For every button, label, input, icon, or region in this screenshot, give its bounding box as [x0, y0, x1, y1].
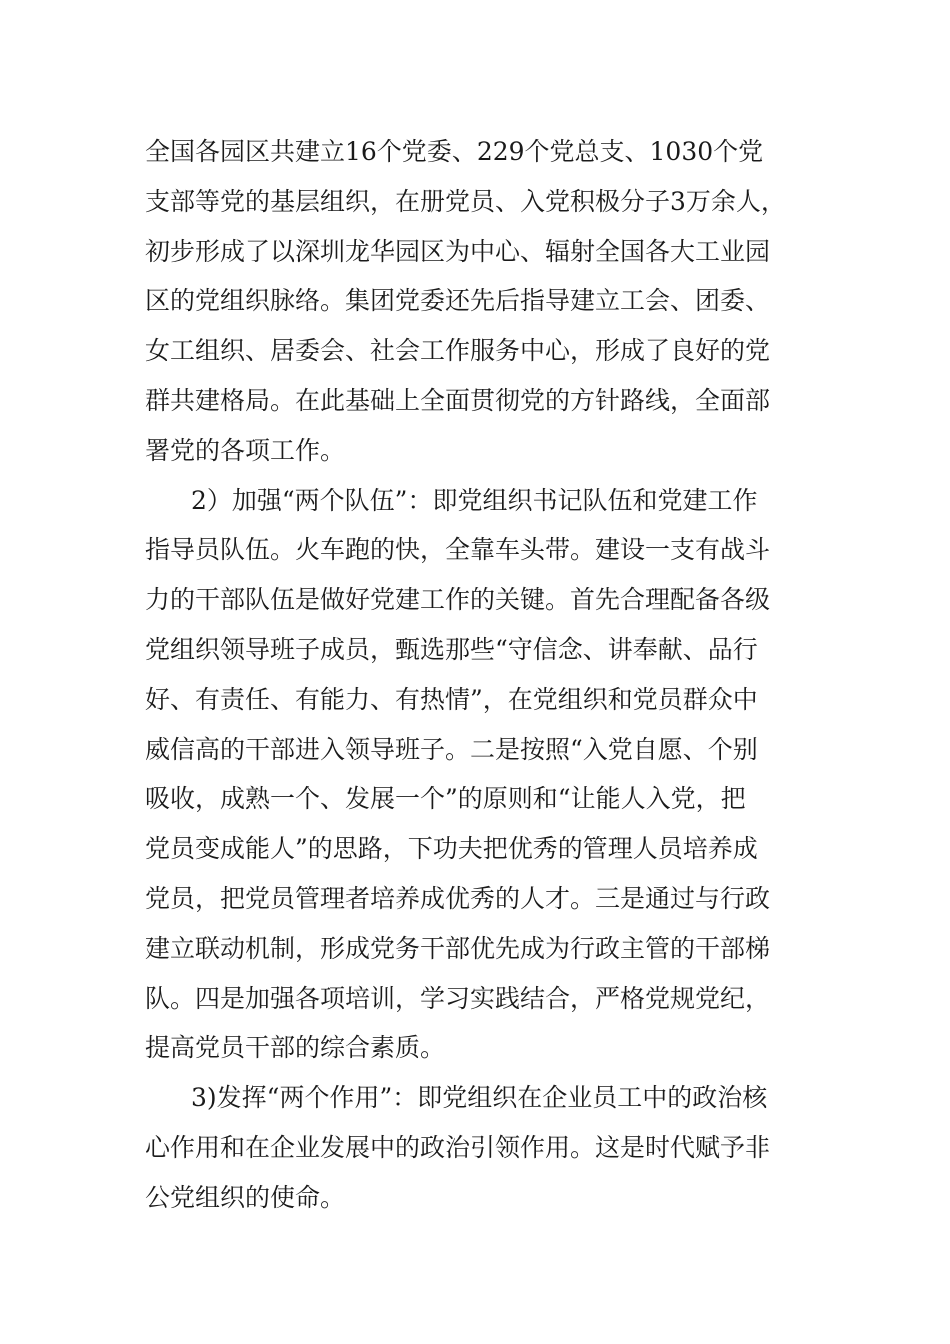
text-line: 公党组织的使命。: [145, 1182, 346, 1212]
text-line: 全国各园区共建立16个党委、229个党总支、1030个党: [145, 137, 764, 166]
text-line: 署党的各项工作。: [145, 435, 346, 465]
text-line: 党员，把党员管理者培养成优秀的人才。三是通过与行政: [145, 883, 771, 913]
text-line: 党组织领导班子成员，甄选那些“守信念、讲奉献、品行: [145, 634, 758, 664]
text-line: 心作用和在企业发展中的政治引领作用。这是时代赋予非: [145, 1132, 771, 1162]
paragraph-start-line: 2）加强“两个队伍”：即党组织书记队伍和党建工作: [191, 485, 758, 515]
text-line: 队。四是加强各项培训，学习实践结合，严格党规党纪，: [145, 983, 771, 1013]
text-line: 威信高的干部进入领导班子。二是按照“入党自愿、个别: [145, 734, 758, 764]
text-line: 支部等党的基层组织，在册党员、入党积极分子3万余人，: [145, 186, 786, 216]
text-line: 力的干部队伍是做好党建工作的关键。首先合理配备各级: [145, 585, 771, 615]
text-line: 好、有责任、有能力、有热情”，在党组织和党员群众中: [145, 684, 758, 714]
text-line: 初步形成了以深圳龙华园区为中心、辐射全国各大工业园: [145, 236, 771, 266]
paragraph-start-line: 3)发挥“两个作用”：即党组织在企业员工中的政治核: [191, 1083, 768, 1113]
text-line: 群共建格局。在此基础上全面贯彻党的方针路线，全面部: [145, 385, 771, 415]
text-line: 党员变成能人”的思路，下功夫把优秀的管理人员培养成: [145, 834, 758, 864]
text-line: 建立联动机制，形成党务干部优先成为行政主管的干部梯: [145, 933, 771, 963]
body-text: [145, 127, 815, 1223]
text-line: 指导员队伍。火车跑的快，全靠车头带。建设一支有战斗: [145, 535, 771, 565]
text-line: 吸收，成熟一个、发展一个”的原则和“让能人入党，把: [145, 784, 746, 814]
text-line: 提高党员干部的综合素质。: [145, 1033, 446, 1063]
text-line: 区的党组织脉络。集团党委还先后指导建立工会、团委、: [145, 286, 771, 316]
text-line: 女工组织、居委会、社会工作服务中心，形成了良好的党: [145, 336, 771, 366]
